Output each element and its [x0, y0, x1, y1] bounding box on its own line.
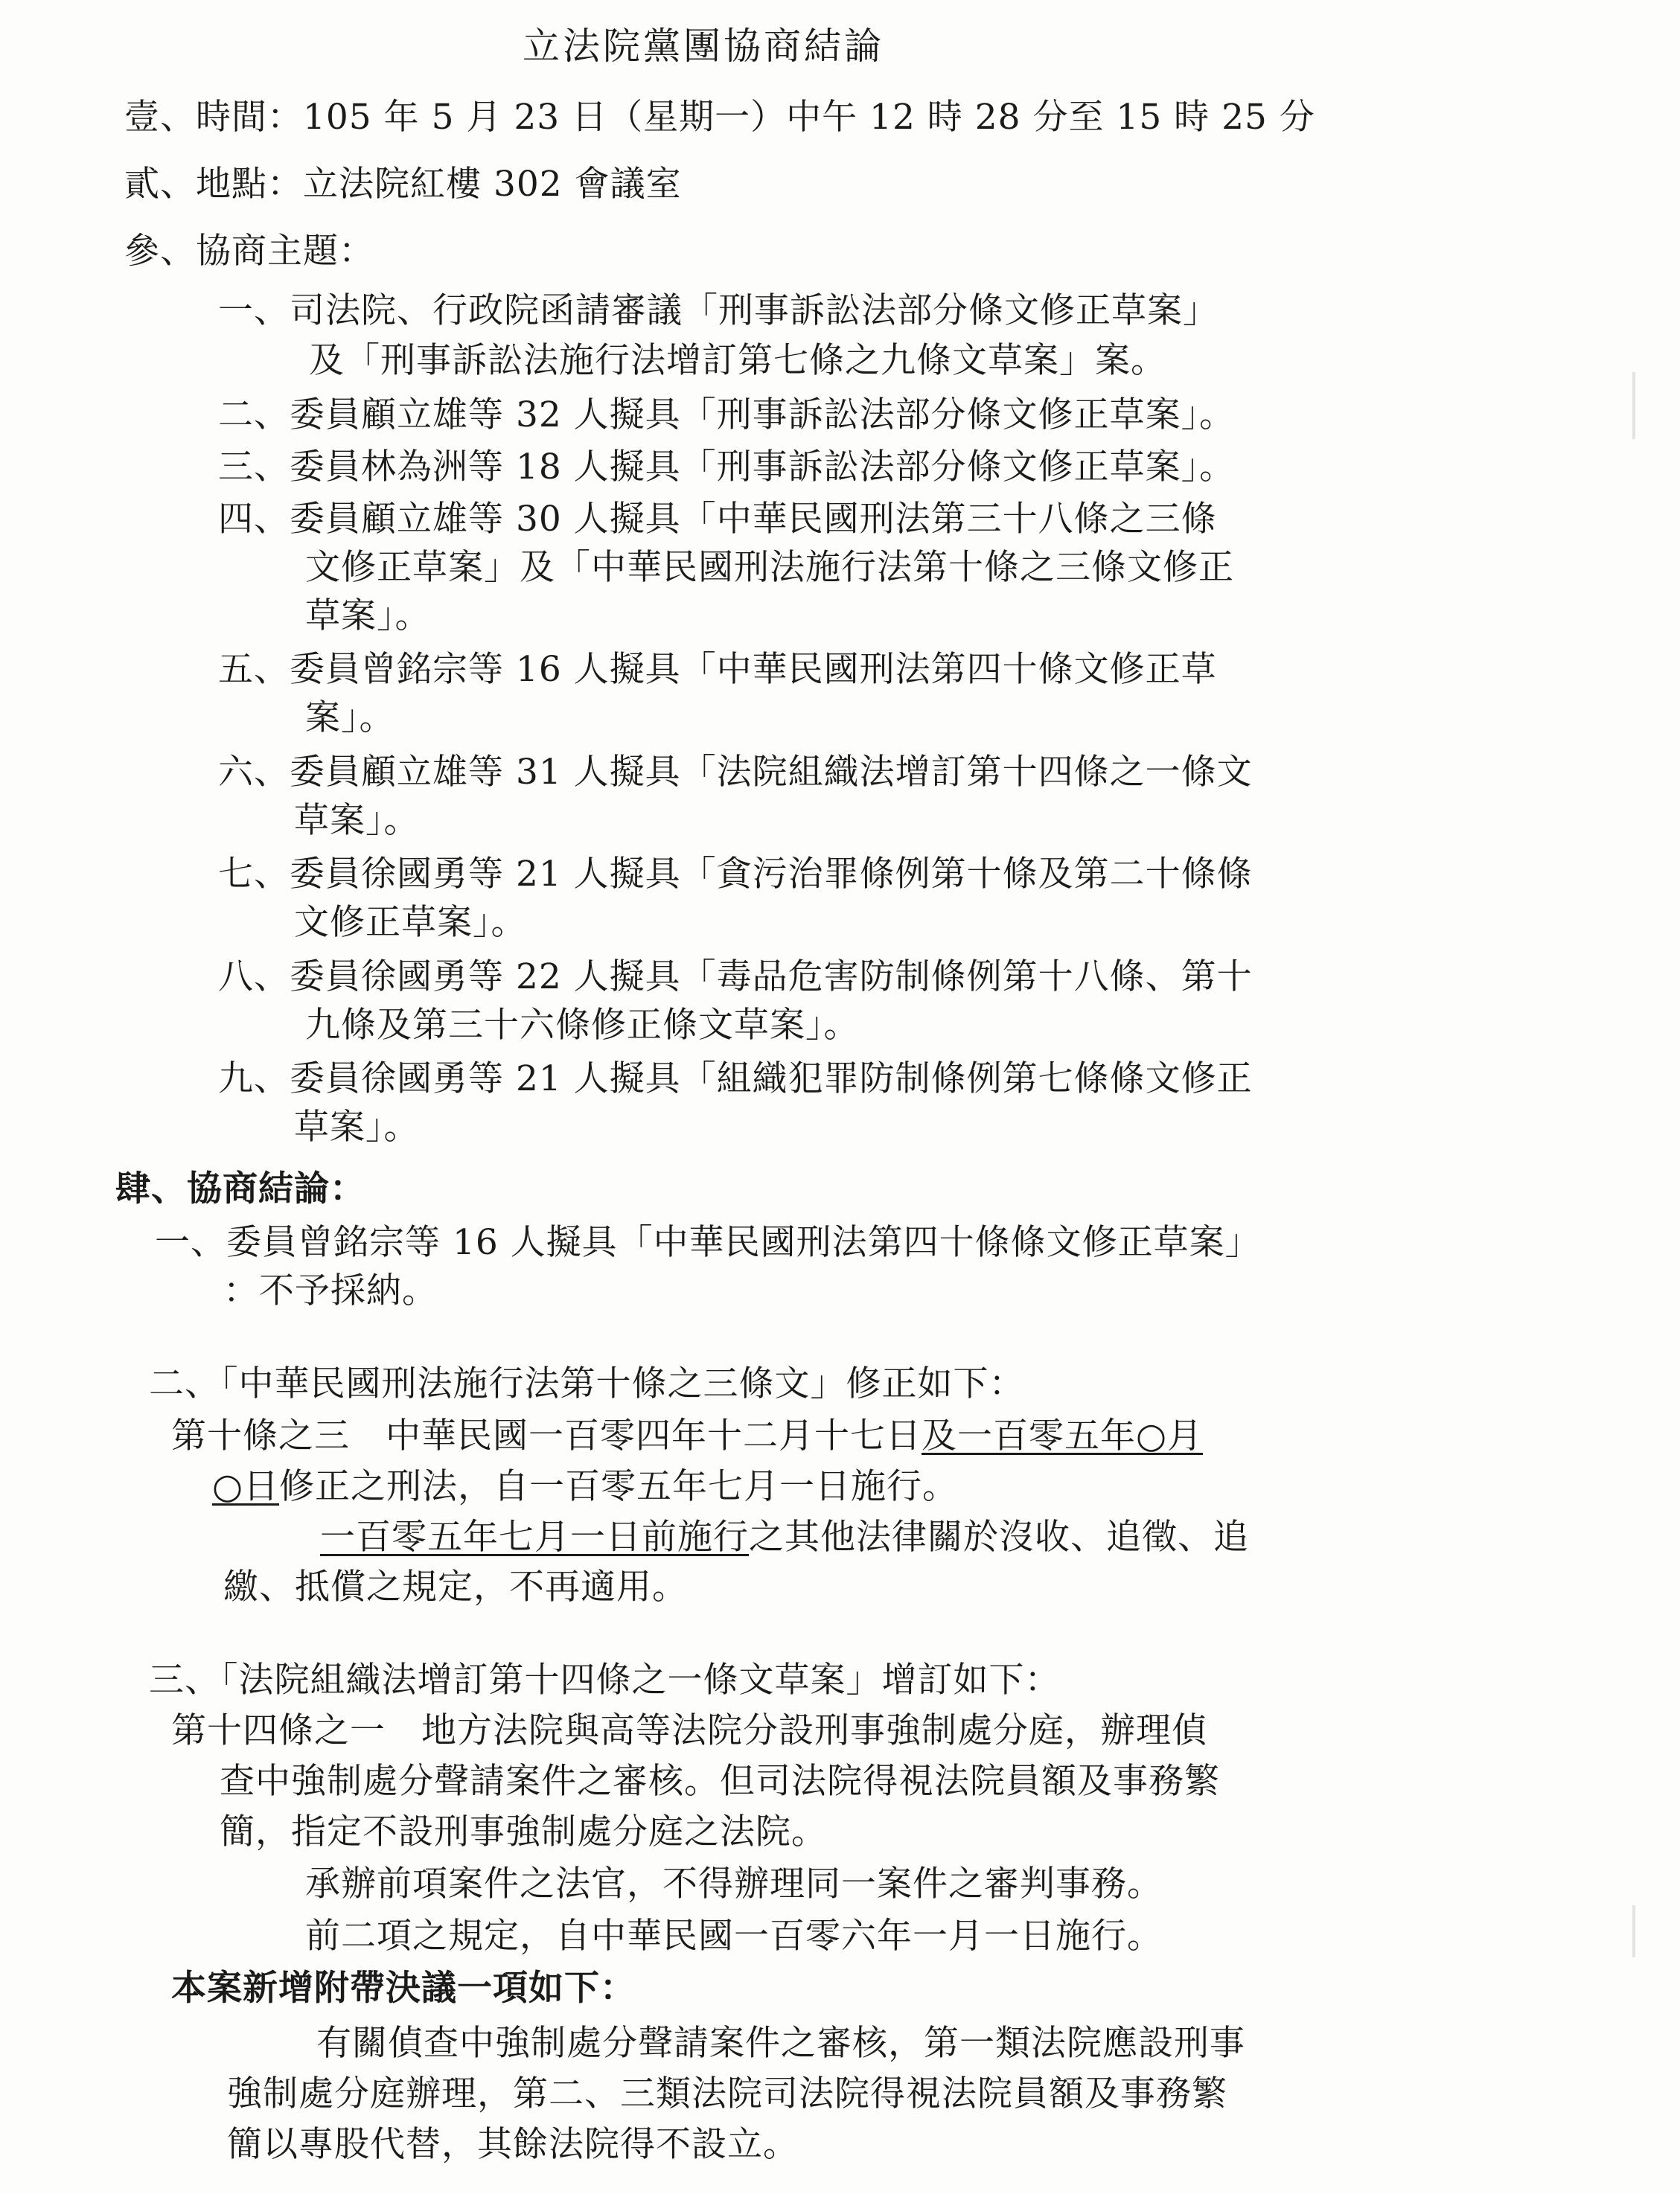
article-10-3-line: 繳、抵償之規定，不再適用。 — [223, 1567, 688, 1608]
topic-line: 二、委員顧立雄等 32 人擬具「刑事訴訟法部分條文修正草案」。 — [218, 394, 1236, 435]
topic-line: 九條及第三十六條修正條文草案」。 — [305, 1005, 860, 1046]
article-10-3-line — [171, 1414, 1203, 1459]
article-10-3-line — [320, 1515, 1249, 1560]
topic-line: 八、委員徐國勇等 22 人擬具「毒品危害防制條例第十八條、第十 — [218, 956, 1253, 997]
topic-line: 文修正草案」及「中華民國刑法施行法第十條之三條文修正 — [305, 547, 1234, 588]
topic-line: 五、委員曾銘宗等 16 人擬具「中華民國刑法第四十條文修正草 — [218, 649, 1217, 690]
topic-line: 九、委員徐國勇等 21 人擬具「組織犯罪防制條例第七條條文修正 — [218, 1058, 1253, 1099]
conclusion-3-heading: 三、「法院組織法增訂第十四條之一條文草案」增訂如下： — [149, 1660, 1061, 1701]
resolution-line: 強制處分庭辦理，第二、三類法院司法院得視法院員額及事務繁 — [227, 2073, 1227, 2114]
topic-line: 及「刑事訴訟法施行法增訂第七條之九條文草案」案。 — [309, 340, 1166, 381]
topic-line: 七、委員徐國勇等 21 人擬具「貪污治罪條例第十條及第二十條條 — [218, 854, 1253, 895]
conclusion-1-line: ：不予採納。 — [223, 1270, 438, 1311]
topic-line: 案」。 — [305, 697, 395, 738]
resolution-line: 有關偵查中強制處分聲請案件之審核，第一類法院應設刑事 — [316, 2023, 1245, 2064]
topic-line: 一、司法院、行政院函請審議「刑事訴訟法部分條文修正草案」 — [218, 290, 1219, 331]
meeting-time: 壹、時間：105 年 5 月 23 日（星期一）中午 12 時 28 分至 15 時 25 分 — [124, 97, 1315, 138]
scan-artifact — [1632, 1905, 1635, 1957]
topic-line: 三、委員林為洲等 18 人擬具「刑事訴訟法部分條文修正草案」。 — [218, 447, 1236, 487]
conclusions-heading: 肆、協商結論： — [115, 1168, 365, 1209]
article-text: 第十條之三 中華民國一百零四年十二月十七日 — [171, 1416, 922, 1456]
scan-artifact — [1632, 372, 1635, 439]
article-14-1-line: 查中強制處分聲請案件之審核。但司法院得視法院員額及事務繁 — [220, 1761, 1220, 1802]
meeting-place: 貳、地點：立法院紅樓 302 會議室 — [124, 164, 682, 205]
article-text: 之其他法律關於沒收、追徵、追 — [749, 1517, 1249, 1558]
article-14-1-line: 承辦前項案件之法官，不得辦理同一案件之審判事務。 — [305, 1864, 1163, 1904]
topic-line: 四、委員顧立雄等 30 人擬具「中華民國刑法第三十八條之三條 — [218, 499, 1217, 540]
article-14-1-line: 第十四條之一 地方法院與高等法院分設刑事強制處分庭，辦理偵 — [171, 1710, 1207, 1751]
topic-line: 草案」。 — [305, 595, 431, 636]
amended-text: 一百零五年七月一日前施行 — [320, 1517, 749, 1558]
topic-line: 文修正草案」。 — [294, 902, 527, 943]
conclusion-1-line: 一、委員曾銘宗等 16 人擬具「中華民國刑法第四十條條文修正草案」 — [155, 1222, 1261, 1263]
document-title: 立法院黨團協商結論 — [523, 25, 884, 68]
resolution-line: 簡以專股代替，其餘法院得不設立。 — [227, 2124, 799, 2165]
topic-line: 草案」。 — [294, 800, 420, 841]
amended-text: 及一百零五年○月 — [922, 1416, 1204, 1456]
conclusion-2-heading: 二、「中華民國刑法施行法第十條之三條文」修正如下： — [149, 1363, 1025, 1404]
article-14-1-line: 簡，指定不設刑事強制處分庭之法院。 — [220, 1811, 827, 1852]
article-text: 修正之刑法，自一百零五年七月一日施行。 — [279, 1466, 959, 1507]
topic-line: 草案」。 — [294, 1107, 420, 1148]
resolution-heading: 本案新增附帶決議一項如下： — [171, 1968, 636, 2009]
topics-heading: 參、協商主題： — [124, 231, 374, 272]
article-14-1-line: 前二項之規定，自中華民國一百零六年一月一日施行。 — [305, 1916, 1163, 1957]
amended-text: ○日 — [212, 1466, 280, 1507]
article-10-3-line — [212, 1465, 958, 1509]
topic-line: 六、委員顧立雄等 31 人擬具「法院組織法增訂第十四條之一條文 — [218, 752, 1253, 793]
